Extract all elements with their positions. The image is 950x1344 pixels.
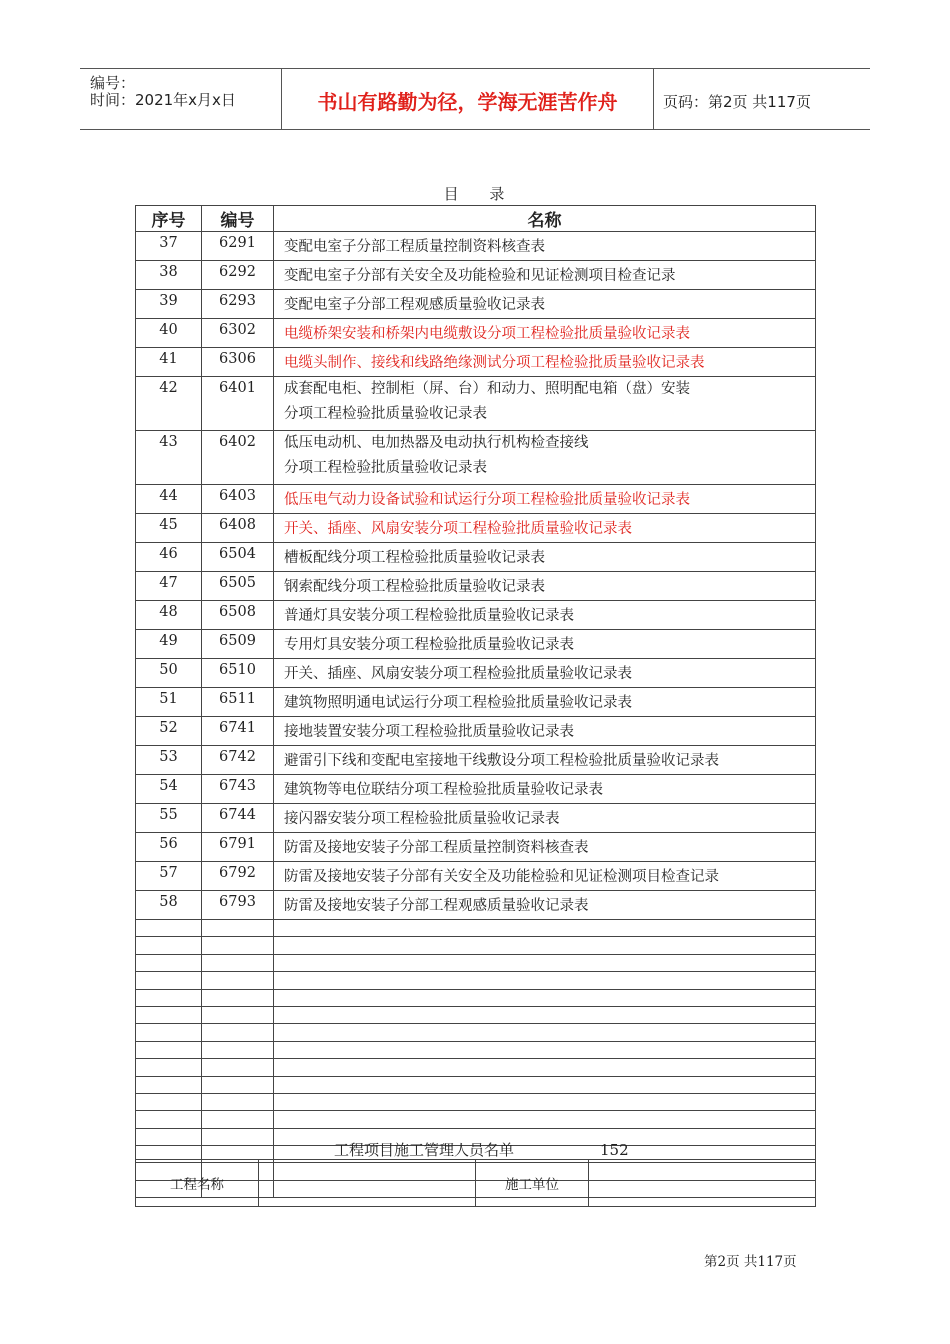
row-code: 6793 bbox=[202, 891, 274, 920]
blank-row bbox=[136, 1041, 816, 1058]
row-number: 48 bbox=[136, 601, 202, 630]
row-number: 40 bbox=[136, 319, 202, 348]
row-code: 6306 bbox=[202, 348, 274, 377]
row-number: 47 bbox=[136, 572, 202, 601]
row-name-line-2: 分项工程检验批质量验收记录表 bbox=[284, 406, 487, 422]
row-name bbox=[274, 543, 816, 572]
blank-cell bbox=[136, 937, 202, 954]
row-code: 6744 bbox=[202, 804, 274, 833]
table-row bbox=[136, 514, 816, 543]
table-row bbox=[136, 746, 816, 775]
header-page-info: 页码：第2页 共117页 bbox=[663, 93, 811, 111]
row-name bbox=[274, 862, 816, 891]
blank-cell bbox=[202, 1041, 274, 1058]
staff-table bbox=[135, 1159, 816, 1207]
row-name bbox=[274, 431, 816, 485]
row-code: 6505 bbox=[202, 572, 274, 601]
blank-cell bbox=[274, 954, 816, 971]
blank-cell bbox=[136, 920, 202, 937]
row-name-line: 变配电室子分部工程观感质量验收记录表 bbox=[284, 297, 545, 313]
blank-cell bbox=[274, 937, 816, 954]
table-row bbox=[136, 833, 816, 862]
staff-number: 152 bbox=[600, 1141, 629, 1159]
row-code: 6504 bbox=[202, 543, 274, 572]
table-row bbox=[136, 348, 816, 377]
row-name-line: 防雷及接地安装子分部工程质量控制资料核查表 bbox=[284, 840, 589, 856]
blank-row bbox=[136, 972, 816, 989]
row-code: 6510 bbox=[202, 659, 274, 688]
row-name-line: 接闪器安装分项工程检验批质量验收记录表 bbox=[284, 811, 560, 827]
blank-cell bbox=[136, 1093, 202, 1110]
blank-cell bbox=[274, 972, 816, 989]
row-number: 58 bbox=[136, 891, 202, 920]
row-name-line: 电缆头制作、接线和线路绝缘测试分项工程检验批质量验收记录表 bbox=[284, 355, 705, 371]
row-name bbox=[274, 746, 816, 775]
blank-cell bbox=[274, 989, 816, 1006]
blank-cell bbox=[202, 1093, 274, 1110]
blank-row bbox=[136, 1024, 816, 1041]
blank-cell bbox=[274, 1041, 816, 1058]
row-number: 46 bbox=[136, 543, 202, 572]
table-row bbox=[136, 862, 816, 891]
blank-cell bbox=[202, 920, 274, 937]
blank-cell bbox=[274, 1006, 816, 1023]
table-row bbox=[136, 319, 816, 348]
doc-date: 时间：2021年x月x日 bbox=[90, 91, 236, 109]
blank-row bbox=[136, 920, 816, 937]
blank-row bbox=[136, 1111, 816, 1128]
construction-unit-value[interactable] bbox=[589, 1160, 816, 1207]
row-name-line: 开关、插座、风扇安装分项工程检验批质量验收记录表 bbox=[284, 521, 632, 537]
row-code: 6742 bbox=[202, 746, 274, 775]
blank-cell bbox=[202, 1076, 274, 1093]
row-name-line: 防雷及接地安装子分部工程观感质量验收记录表 bbox=[284, 898, 589, 914]
row-name-line: 普通灯具安装分项工程检验批质量验收记录表 bbox=[284, 608, 574, 624]
page-header bbox=[80, 68, 870, 130]
row-code: 6791 bbox=[202, 833, 274, 862]
blank-cell bbox=[202, 1024, 274, 1041]
doc-number: 编号： bbox=[90, 74, 136, 92]
table-row bbox=[136, 261, 816, 290]
row-name bbox=[274, 630, 816, 659]
blank-cell bbox=[136, 1059, 202, 1076]
page-footer: 第2页 共117页 bbox=[704, 1254, 797, 1270]
row-number: 38 bbox=[136, 261, 202, 290]
row-name bbox=[274, 261, 816, 290]
row-name bbox=[274, 775, 816, 804]
table-row bbox=[136, 659, 816, 688]
blank-cell bbox=[202, 1006, 274, 1023]
row-name-line: 成套配电柜、控制柜（屏、台）和动力、照明配电箱（盘）安装 bbox=[284, 381, 690, 397]
row-name-line: 低压电动机、电加热器及电动执行机构检查接线 bbox=[284, 435, 589, 451]
row-name-line: 电缆桥架安装和桥架内电缆敷设分项工程检验批质量验收记录表 bbox=[284, 326, 690, 342]
row-code: 6403 bbox=[202, 485, 274, 514]
row-name-line: 变配电室子分部有关安全及功能检验和见证检测项目检查记录 bbox=[284, 268, 676, 284]
blank-cell bbox=[202, 1111, 274, 1128]
row-name bbox=[274, 601, 816, 630]
blank-cell bbox=[202, 989, 274, 1006]
toc-header-row bbox=[136, 206, 816, 232]
row-name-line: 避雷引下线和变配电室接地干线敷设分项工程检验批质量验收记录表 bbox=[284, 753, 719, 769]
project-name-label: 工程名称 bbox=[136, 1160, 259, 1207]
staff-row bbox=[136, 1160, 816, 1207]
row-code: 6293 bbox=[202, 290, 274, 319]
blank-cell bbox=[136, 1128, 202, 1145]
table-row bbox=[136, 543, 816, 572]
row-name-line: 低压电气动力设备试验和试运行分项工程检验批质量验收记录表 bbox=[284, 492, 690, 508]
row-number: 54 bbox=[136, 775, 202, 804]
row-number: 43 bbox=[136, 431, 202, 485]
row-number: 45 bbox=[136, 514, 202, 543]
blank-cell bbox=[202, 972, 274, 989]
blank-cell bbox=[202, 937, 274, 954]
row-name bbox=[274, 659, 816, 688]
row-name-line: 钢索配线分项工程检验批质量验收记录表 bbox=[284, 579, 545, 595]
table-row bbox=[136, 290, 816, 319]
row-code: 6792 bbox=[202, 862, 274, 891]
row-name bbox=[274, 319, 816, 348]
blank-cell bbox=[136, 1111, 202, 1128]
row-number: 44 bbox=[136, 485, 202, 514]
blank-cell bbox=[136, 972, 202, 989]
row-name bbox=[274, 290, 816, 319]
row-number: 52 bbox=[136, 717, 202, 746]
motto: 书山有路勤为径，学海无涯苦作舟 bbox=[317, 90, 618, 114]
row-name bbox=[274, 833, 816, 862]
blank-cell bbox=[136, 1024, 202, 1041]
construction-unit-label: 施工单位 bbox=[476, 1160, 589, 1207]
blank-cell bbox=[274, 920, 816, 937]
row-number: 50 bbox=[136, 659, 202, 688]
blank-cell bbox=[274, 1076, 816, 1093]
table-row bbox=[136, 232, 816, 261]
col-header-code: 编号 bbox=[202, 206, 274, 232]
row-number: 41 bbox=[136, 348, 202, 377]
row-number: 56 bbox=[136, 833, 202, 862]
row-name bbox=[274, 717, 816, 746]
row-number: 55 bbox=[136, 804, 202, 833]
row-code: 6741 bbox=[202, 717, 274, 746]
row-name bbox=[274, 348, 816, 377]
row-number: 51 bbox=[136, 688, 202, 717]
row-number: 57 bbox=[136, 862, 202, 891]
row-code: 6509 bbox=[202, 630, 274, 659]
row-number: 42 bbox=[136, 377, 202, 431]
row-name-line: 专用灯具安装分项工程检验批质量验收记录表 bbox=[284, 637, 574, 653]
row-code: 6408 bbox=[202, 514, 274, 543]
row-code: 6291 bbox=[202, 232, 274, 261]
row-name-line: 接地装置安装分项工程检验批质量验收记录表 bbox=[284, 724, 574, 740]
blank-cell bbox=[202, 1128, 274, 1145]
row-code: 6511 bbox=[202, 688, 274, 717]
blank-cell bbox=[136, 1041, 202, 1058]
row-name-line: 开关、插座、风扇安装分项工程检验批质量验收记录表 bbox=[284, 666, 632, 682]
project-name-value[interactable] bbox=[259, 1160, 476, 1207]
col-header-name: 名称 bbox=[274, 206, 816, 232]
table-row bbox=[136, 717, 816, 746]
blank-row bbox=[136, 1059, 816, 1076]
header-motto-cell bbox=[282, 69, 654, 129]
table-row bbox=[136, 485, 816, 514]
table-row bbox=[136, 630, 816, 659]
row-name bbox=[274, 232, 816, 261]
blank-cell bbox=[136, 989, 202, 1006]
blank-cell bbox=[136, 1006, 202, 1023]
row-number: 49 bbox=[136, 630, 202, 659]
row-code: 6402 bbox=[202, 431, 274, 485]
row-name bbox=[274, 572, 816, 601]
table-row bbox=[136, 775, 816, 804]
row-number: 37 bbox=[136, 232, 202, 261]
table-row bbox=[136, 431, 816, 485]
blank-row bbox=[136, 937, 816, 954]
col-header-no: 序号 bbox=[136, 206, 202, 232]
table-row bbox=[136, 688, 816, 717]
row-name-line-2: 分项工程检验批质量验收记录表 bbox=[284, 460, 487, 476]
blank-row bbox=[136, 989, 816, 1006]
blank-cell bbox=[136, 1076, 202, 1093]
row-code: 6743 bbox=[202, 775, 274, 804]
row-name-line: 建筑物照明通电试运行分项工程检验批质量验收记录表 bbox=[284, 695, 632, 711]
row-name-line: 防雷及接地安装子分部有关安全及功能检验和见证检测项目检查记录 bbox=[284, 869, 719, 885]
row-name bbox=[274, 891, 816, 920]
row-name-line: 建筑物等电位联结分项工程检验批质量验收记录表 bbox=[284, 782, 603, 798]
row-name bbox=[274, 804, 816, 833]
row-name bbox=[274, 485, 816, 514]
row-name bbox=[274, 514, 816, 543]
row-code: 6302 bbox=[202, 319, 274, 348]
table-row bbox=[136, 377, 816, 431]
row-name-line: 槽板配线分项工程检验批质量验收记录表 bbox=[284, 550, 545, 566]
staff-title: 工程项目施工管理人员名单 152 bbox=[334, 1141, 629, 1159]
table-row bbox=[136, 891, 816, 920]
row-name bbox=[274, 377, 816, 431]
row-code: 6508 bbox=[202, 601, 274, 630]
blank-row bbox=[136, 954, 816, 971]
blank-cell bbox=[202, 1059, 274, 1076]
row-name-line: 变配电室子分部工程质量控制资料核查表 bbox=[284, 239, 545, 255]
row-code: 6401 bbox=[202, 377, 274, 431]
table-row bbox=[136, 572, 816, 601]
row-code: 6292 bbox=[202, 261, 274, 290]
table-row bbox=[136, 804, 816, 833]
blank-cell bbox=[136, 954, 202, 971]
toc-title: 目 录 bbox=[443, 185, 507, 203]
toc-table bbox=[135, 205, 816, 1198]
blank-cell bbox=[274, 1093, 816, 1110]
blank-row bbox=[136, 1006, 816, 1023]
blank-cell bbox=[274, 1059, 816, 1076]
row-name bbox=[274, 688, 816, 717]
blank-cell bbox=[202, 954, 274, 971]
blank-cell bbox=[274, 1024, 816, 1041]
row-number: 39 bbox=[136, 290, 202, 319]
table-row bbox=[136, 601, 816, 630]
row-number: 53 bbox=[136, 746, 202, 775]
blank-row bbox=[136, 1093, 816, 1110]
header-info bbox=[80, 69, 282, 129]
blank-row bbox=[136, 1076, 816, 1093]
blank-cell bbox=[274, 1111, 816, 1128]
